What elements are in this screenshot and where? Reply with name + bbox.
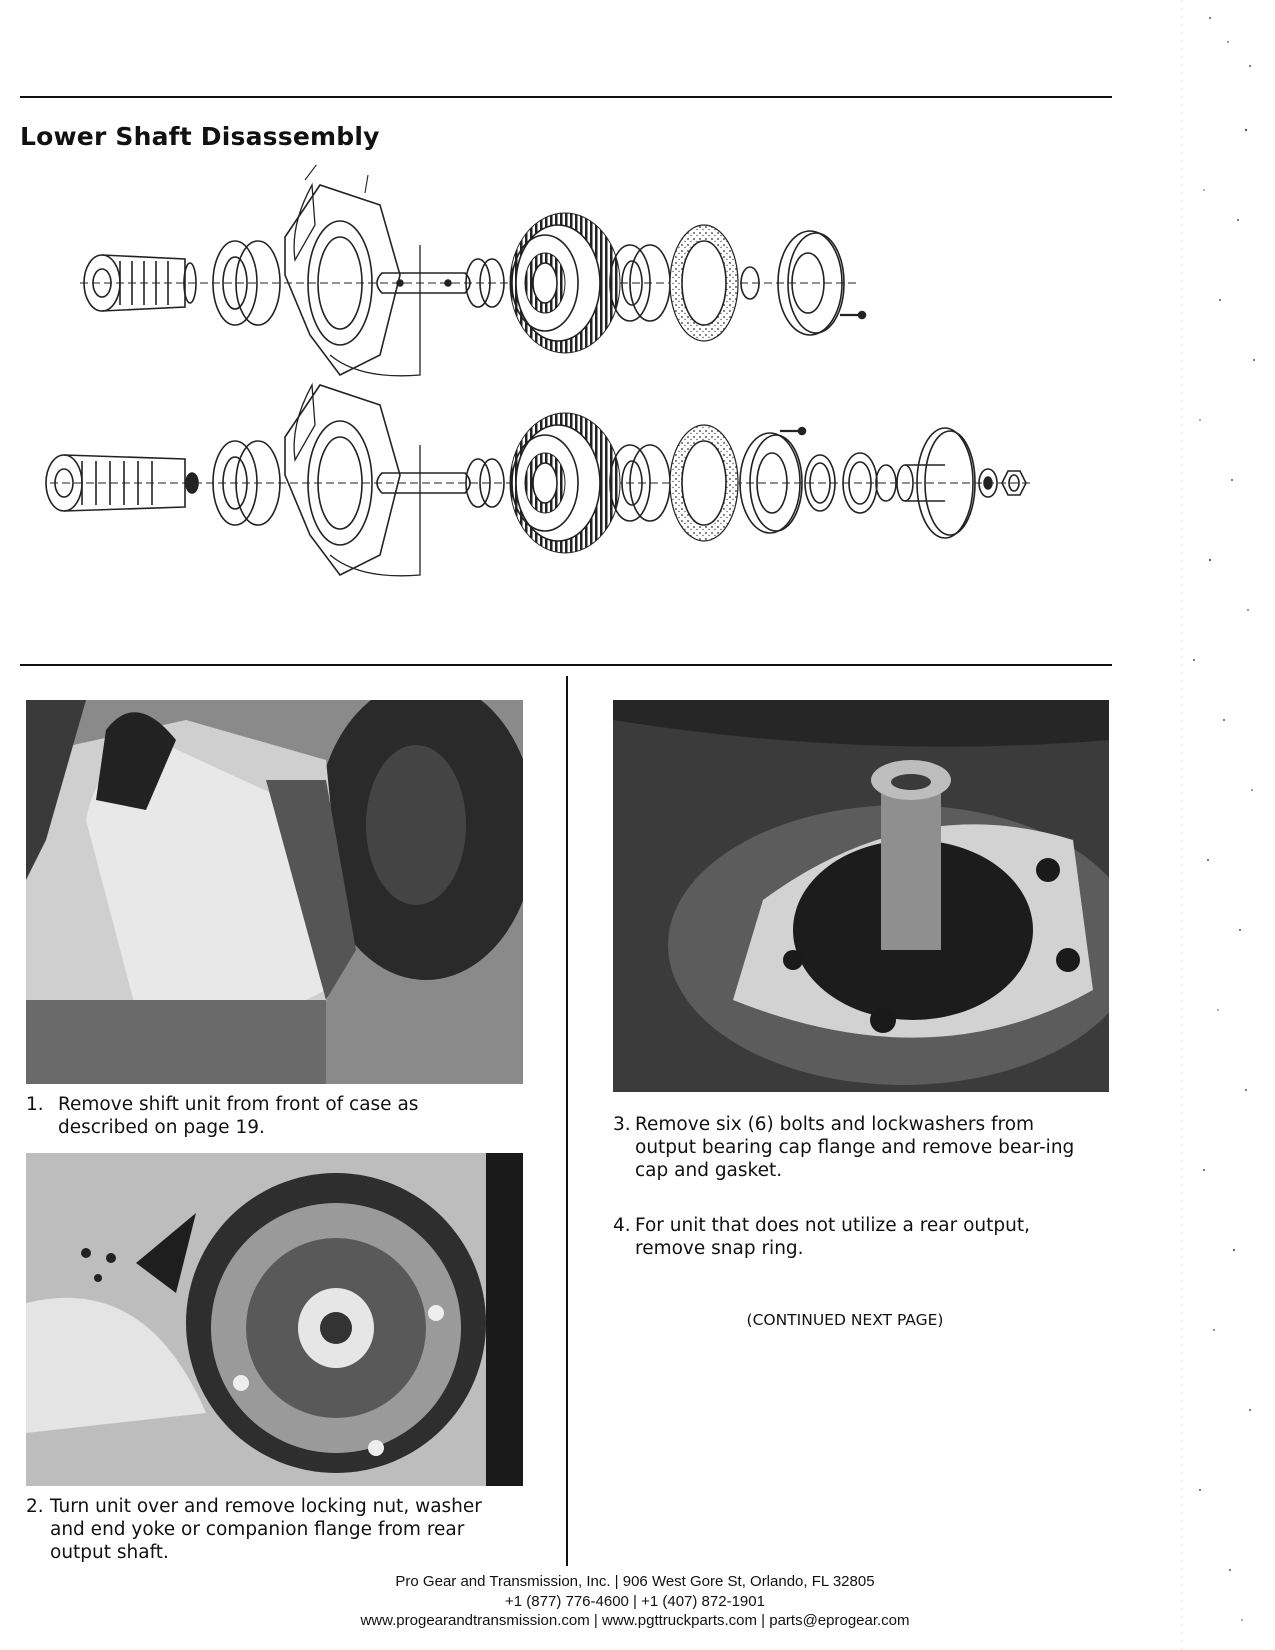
companion-flange-photo [26,1153,523,1486]
scan-specks [1180,0,1270,1650]
footer [240,1572,1030,1631]
footer-phone: +1 (877) 776-4600 | +1 (407) 872-1901 [505,1592,765,1610]
step-2-caption: 2. Turn unit over and remove locking nut, washer and end yoke or companion flange from rear output shaft. [26,1496,482,1563]
step-1-caption: 1. Remove shift unit from front of case as described on page 19. [26,1094,419,1138]
continued-note: (CONTINUED NEXT PAGE) [746,1311,944,1329]
middle-rule [20,664,1112,666]
column-divider [566,676,568,1566]
step-4-caption: 4. For unit that does not utilize a rear output, remove snap ring. [613,1215,1030,1259]
output-bearing-cap-photo [613,700,1109,1092]
page-title: Lower Shaft Disassembly [20,122,380,151]
step-3-caption: 3. Remove six (6) bolts and lockwashers from output bearing cap flange and remove bear-ing cap and gasket. [613,1114,1075,1181]
footer-links[interactable]: www.progearandtransmission.com | www.pgttruckparts.com | parts@eprogear.com [360,1612,910,1629]
exploded-lower-shaft-diagram [20,165,1080,620]
shift-unit-removal-photo [26,700,523,1084]
top-rule [20,96,1112,98]
footer-address: Pro Gear and Transmission, Inc. | 906 West Gore St, Orlando, FL 32805 [395,1573,875,1590]
